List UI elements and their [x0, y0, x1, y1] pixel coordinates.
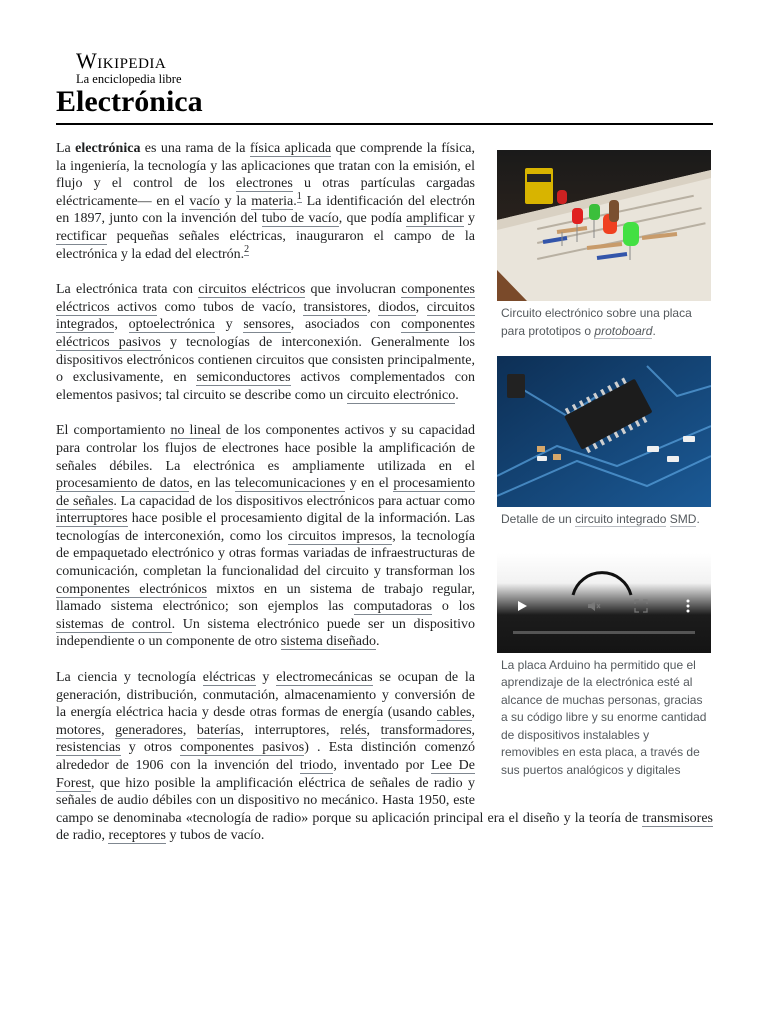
- more-icon[interactable]: [681, 599, 695, 613]
- article-link[interactable]: cables: [436, 705, 472, 721]
- text-run: ,: [114, 317, 129, 333]
- text-run: es una rama de la: [140, 141, 250, 156]
- article-link[interactable]: procesamiento de señales: [56, 476, 475, 509]
- footnote-link[interactable]: 1: [296, 191, 302, 203]
- text-run: y tecnologías de interconexión. Generalmente los dispositivos electrónicos contienen circuitos que consisten principalmente, o exclusivamente, en: [56, 334, 476, 386]
- text-run: , la tecnología de empaquetado electrónico y otras formas variadas de infraestructuras de comunicación, completan la funcionalidad del circuito y transforman los: [56, 528, 475, 580]
- text-run: La: [56, 141, 76, 156]
- article-link[interactable]: interruptores: [56, 511, 128, 527]
- article-link[interactable]: circuitos integrados: [56, 299, 476, 333]
- article-link[interactable]: transistores: [303, 299, 368, 315]
- article-link[interactable]: baterías: [196, 722, 241, 738]
- caption-link-smd[interactable]: SMD: [669, 512, 697, 526]
- article-body: [56, 140, 713, 863]
- figure-arduino-video: [497, 553, 713, 780]
- article-link[interactable]: no lineal: [170, 423, 221, 439]
- text-run: y: [463, 211, 476, 227]
- caption-link-protoboard[interactable]: protoboard: [594, 323, 653, 338]
- title-divider: [56, 123, 713, 125]
- text-run: hace posible el procesamiento digital de la información. Las tecnologías de interconexión, como los: [56, 511, 475, 544]
- text-run: .: [455, 387, 459, 403]
- text-run: activos complementados con elementos pasivos; tal circuito se describe como un: [56, 370, 475, 403]
- footnote-link[interactable]: 2: [244, 243, 250, 255]
- text-run: , interruptores,: [240, 722, 341, 738]
- text-run: .: [375, 634, 380, 650]
- text-run: ,: [182, 722, 197, 738]
- text-run: u otras partículas cargadas eléctricamente— en el: [56, 176, 475, 209]
- fullscreen-icon[interactable]: [634, 599, 648, 613]
- volume-icon[interactable]: [587, 599, 601, 613]
- text-run: y: [255, 670, 277, 686]
- play-icon[interactable]: [515, 599, 529, 613]
- article-link[interactable]: semiconductores: [196, 370, 291, 386]
- figure-caption: La placa Arduino ha permitido que el aprendizaje de la electrónica esté al alcance de muchas personas, gracias a su código libre y su enorme cantidad de dispositivos instalables y removibles en esta placa, a través de sus puertos analógicos y digitales: [501, 657, 707, 777]
- text-run: mixtos en un sistema de trabajo regular, llamado sistema electrónico; son ejemplos las: [56, 581, 475, 615]
- text-run: . La capacidad de los dispositivos electrónicos para actuar como: [113, 493, 475, 509]
- text-run: , en las: [189, 476, 235, 492]
- article-link[interactable]: generadores: [115, 722, 183, 738]
- article-link[interactable]: circuitos impresos: [288, 528, 393, 544]
- article-link[interactable]: sistemas de control: [56, 616, 172, 632]
- article-link[interactable]: receptores: [108, 828, 167, 844]
- article-link[interactable]: relés: [340, 722, 367, 738]
- article-link[interactable]: tubo de vacío: [261, 211, 339, 227]
- video-controls: [497, 593, 711, 623]
- text-run: de radio,: [56, 828, 109, 844]
- video-player[interactable]: [497, 553, 711, 653]
- text-run: como tubos de vacío,: [156, 299, 304, 315]
- text-run: y la: [219, 193, 252, 209]
- text-run: y otros: [120, 740, 181, 756]
- article-link[interactable]: electromecánicas: [276, 670, 373, 686]
- article-link[interactable]: componentes eléctricos activos: [56, 282, 475, 315]
- smd-chip-image[interactable]: [497, 356, 711, 507]
- logo-tagline: La enciclopedia libre: [76, 72, 182, 86]
- text-run: se ocupan de la generación, distribución, conmutación, almacenamiento y conversión de la energía eléctrica hacia y desde otras formas de energía (usando: [56, 670, 475, 721]
- article-link[interactable]: amplificar: [406, 211, 464, 227]
- text-run: ,: [366, 722, 381, 738]
- article-link[interactable]: física aplicada: [249, 141, 332, 156]
- article-link[interactable]: transmisores: [642, 810, 713, 826]
- article-link[interactable]: telecomunicaciones: [234, 476, 346, 492]
- text-run: ,: [471, 705, 475, 721]
- text-run: .: [293, 193, 297, 209]
- article-link[interactable]: eléctricas: [202, 670, 256, 686]
- article-link[interactable]: componentes electrónicos: [56, 581, 207, 597]
- video-progress-bar[interactable]: [513, 631, 695, 634]
- text-run: o los: [432, 599, 475, 615]
- text-run: y tubos de vacío.: [166, 828, 265, 844]
- text-run: El comportamiento: [56, 423, 171, 439]
- figure-protoboard: [497, 150, 713, 340]
- text-run: pequeñas señales eléctricas, inauguraron el campo de la electrónica y la edad del electrón.: [56, 228, 475, 262]
- text-run: , que podía: [338, 211, 407, 227]
- article-link[interactable]: rectificar: [56, 228, 107, 244]
- article-link[interactable]: motores: [56, 722, 102, 738]
- text-run: . Un sistema electrónico puede ser un dispositivo independiente o un componente de otro: [56, 616, 475, 650]
- article-link[interactable]: triodo: [299, 758, 334, 773]
- caption-link-circuito-integrado[interactable]: circuito integrado: [575, 512, 667, 526]
- logo-wordmark: Wikipedia: [76, 48, 167, 73]
- article-link[interactable]: electrones: [236, 176, 293, 192]
- bold-term: electrónica: [75, 141, 141, 156]
- article-link[interactable]: Lee De Forest: [56, 758, 475, 791]
- text-run: y: [214, 317, 244, 333]
- text-run: La identificación del electrón en 1897, junto con la invención del: [56, 193, 475, 227]
- text-run: y en el: [345, 476, 394, 492]
- article-link[interactable]: diodos: [378, 299, 416, 315]
- article-link[interactable]: componentes pasivos: [180, 740, 305, 756]
- text-run: ,: [471, 722, 476, 738]
- text-run: La ciencia y tecnología: [56, 670, 203, 686]
- text-run: ,: [101, 722, 116, 738]
- article-link[interactable]: circuito electrónico: [346, 387, 456, 403]
- figure-column: [497, 150, 713, 795]
- article-link[interactable]: circuitos eléctricos: [198, 282, 306, 298]
- text-run: ,: [367, 299, 379, 315]
- article-link[interactable]: materia: [251, 193, 294, 209]
- article-link[interactable]: sensores: [243, 317, 291, 333]
- figure-caption: Detalle de un circuito integrado SMD.: [501, 512, 700, 526]
- article-link[interactable]: componentes eléctricos pasivos: [56, 317, 475, 350]
- article-link[interactable]: procesamiento de datos: [56, 476, 190, 492]
- article-link[interactable]: computadoras: [353, 599, 433, 615]
- text-run: que comprende la física, la ingeniería, la tecnología y las aplicaciones que tratan con la emisión, el flujo y el control de los: [56, 141, 476, 192]
- footnote-ref[interactable]: [244, 244, 249, 256]
- wikipedia-logo[interactable]: [76, 50, 216, 86]
- text-run: que involucran: [305, 282, 402, 298]
- text-run: , inventado por: [333, 758, 431, 773]
- figure-smd: [497, 356, 713, 529]
- article-link[interactable]: vacío: [189, 193, 220, 209]
- text-run: , que hizo posible la amplificación eléctrica de señales de radio y señales de audio débiles con un dispositivo no mecánico. Hasta 1950, este campo se denominaba «tecnología de radio» porque su aplicación principal era el diseño y la teoría de: [56, 775, 643, 826]
- text-run: , asociados con: [290, 317, 402, 333]
- text-run: ) . Esta distinción comenzó alrededor de 1906 con la invención del: [56, 740, 476, 773]
- text-run: La electrónica trata con: [56, 282, 199, 298]
- text-run: de los componentes activos y su capacidad para controlar los flujos de electrones hace posible la amplificación de señales débiles. La electrónica es ampliamente utilizada en el: [56, 423, 475, 474]
- article-link[interactable]: transformadores: [380, 722, 472, 738]
- protoboard-image[interactable]: [497, 150, 711, 301]
- figure-caption: Circuito electrónico sobre una placa para prototipos o protoboard.: [501, 306, 692, 338]
- article-link[interactable]: sistema diseñado: [280, 634, 376, 650]
- text-run: ,: [415, 299, 427, 315]
- page-title: Electrónica: [56, 85, 203, 118]
- article-link[interactable]: optoelectrónica: [128, 317, 215, 333]
- article-link[interactable]: resistencias: [56, 740, 121, 756]
